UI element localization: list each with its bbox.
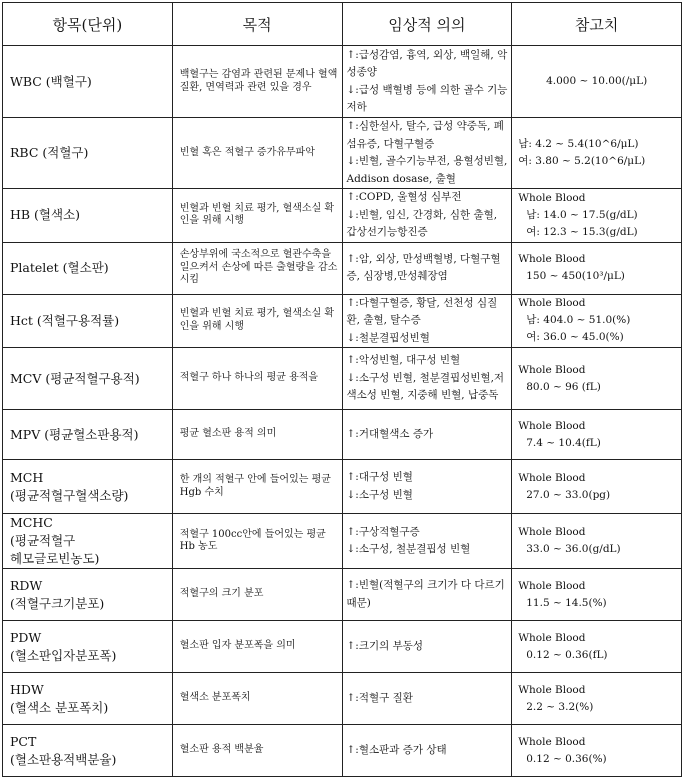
significance-cell xyxy=(342,118,512,189)
item-cell xyxy=(3,46,173,118)
significance-cell xyxy=(342,621,512,673)
header-significance: 임상적 의의 xyxy=(342,3,512,46)
reference-cell xyxy=(512,410,682,460)
item-text: MCH xyxy=(10,469,44,485)
significance-text: ↓:철분결핍성빈혈 xyxy=(346,331,430,344)
table-row xyxy=(3,46,682,118)
lab-reference-table xyxy=(2,2,682,777)
reference-cell xyxy=(512,348,682,410)
significance-cell xyxy=(342,46,512,118)
reference-cell xyxy=(512,460,682,514)
significance-text: ↑:급성감염, 흉역, 외상, 백일해, 악성종양 xyxy=(346,48,508,78)
item-text: Platelet (혈소판) xyxy=(10,260,109,275)
reference-text: 남: 404.0 ~ 51.0(%) xyxy=(526,314,631,327)
purpose-cell xyxy=(172,242,342,294)
item-text: WBC (백혈구) xyxy=(10,73,92,89)
table-row xyxy=(3,621,682,673)
reference-text: Whole Blood xyxy=(518,191,586,204)
table-row xyxy=(3,725,682,777)
significance-cell xyxy=(342,348,512,410)
purpose-cell xyxy=(172,410,342,460)
reference-cell xyxy=(512,673,682,725)
significance-text: ↓:빈혈, 임신, 간경화, 심한 출혈, 갑상선기능항진증 xyxy=(346,208,498,238)
item-cell xyxy=(3,514,173,569)
reference-text: 11.5 ~ 14.5(%) xyxy=(526,596,607,609)
reference-text: 여: 12.3 ~ 15.3(g/dL) xyxy=(526,225,638,238)
table-row xyxy=(3,514,682,569)
significance-text: ↑:COPD, 울혈성 심부전 xyxy=(346,191,462,203)
purpose-text: 적혈구의 크기 분포 xyxy=(179,588,264,600)
item-text: (혈소판용적백분율) xyxy=(10,751,117,767)
significance-cell xyxy=(342,189,512,243)
item-cell xyxy=(3,242,173,294)
item-cell xyxy=(3,673,173,725)
significance-text: ↑:혈소판과 증가 상태 xyxy=(346,743,447,756)
item-cell xyxy=(3,410,173,460)
table-row xyxy=(3,242,682,294)
purpose-cell xyxy=(172,569,342,621)
reference-cell xyxy=(512,725,682,777)
reference-cell xyxy=(512,621,682,673)
purpose-cell xyxy=(172,294,342,348)
reference-text: 2.2 ~ 3.2(%) xyxy=(526,700,594,713)
item-text: HB (혈색소) xyxy=(10,207,81,223)
reference-text: Whole Blood xyxy=(518,526,586,538)
significance-text: ↓:소구성, 철분결핍성 빈혈 xyxy=(346,543,471,555)
header-purpose: 목적 xyxy=(172,3,342,46)
table-row xyxy=(3,294,682,348)
item-text: RBC (적혈구) xyxy=(10,145,89,160)
significance-cell xyxy=(342,242,512,294)
reference-text: Whole Blood xyxy=(518,471,586,484)
item-text: RDW xyxy=(10,577,43,593)
table-row xyxy=(3,348,682,410)
significance-cell xyxy=(342,569,512,621)
reference-text: 4.000 ~ 10.00(/μL) xyxy=(546,75,648,87)
item-cell xyxy=(3,569,173,621)
significance-text: ↑:빈혈(적혈구의 크기가 다 다르기때문) xyxy=(346,579,505,609)
purpose-text: 한 개의 적혈구 안에 들어있는 평균Hgb 수치 xyxy=(179,474,331,498)
purpose-cell xyxy=(172,673,342,725)
significance-text: ↑:크기의 부동성 xyxy=(346,639,424,652)
purpose-cell xyxy=(172,46,342,118)
significance-text: ↓:급성 백혈병 등에 의한 골수 기능저하 xyxy=(346,83,508,113)
reference-text: 남: 14.0 ~ 17.5(g/dL) xyxy=(526,208,638,221)
item-text: MPV (평균혈소판용적) xyxy=(10,426,139,442)
significance-text: ↑:구상적혈구증 xyxy=(346,525,420,538)
purpose-text: 적혈구 하나 하나의 평균 용적을 xyxy=(179,372,319,384)
item-text: (적혈구크기분포) xyxy=(10,595,105,611)
table-row xyxy=(3,673,682,725)
purpose-text: 적혈구 100cc안에 들어있는 평균Hb 농도 xyxy=(179,528,326,552)
purpose-text: 평균 혈소판 용적 의미 xyxy=(179,428,277,440)
purpose-text: 백혈구는 감염과 관련된 문제나 혈액질환, 면역력과 관련 있을 경우 xyxy=(179,69,338,93)
table-body xyxy=(3,46,682,777)
reference-cell xyxy=(512,46,682,118)
item-text: (평균적혈구혈색소량) xyxy=(10,487,129,503)
reference-text: Whole Blood xyxy=(518,363,586,376)
header-reference: 참고치 xyxy=(512,3,682,46)
significance-cell xyxy=(342,514,512,569)
purpose-text: 혈소판 용적 백분율 xyxy=(179,744,264,756)
item-text: PDW xyxy=(10,629,42,645)
significance-cell xyxy=(342,410,512,460)
item-text: (혈색소 분포폭치) xyxy=(10,699,109,715)
purpose-cell xyxy=(172,460,342,514)
reference-text: 33.0 ~ 36.0(g/dL) xyxy=(526,543,621,555)
purpose-text: 빈혈과 빈혈 치료 평가, 혈색소실 확인을 위해 시행 xyxy=(179,202,335,227)
item-cell xyxy=(3,189,173,243)
significance-text: ↑:적혈구 질환 xyxy=(346,691,413,704)
reference-cell xyxy=(512,514,682,569)
item-text: 헤모글로빈농도) xyxy=(10,551,100,566)
table-row xyxy=(3,189,682,243)
significance-text: ↓:소구성 빈혈 xyxy=(346,488,413,501)
purpose-cell xyxy=(172,189,342,243)
significance-text: ↓:소구성 빈혈, 철분결핍성빈혈,저색소성 빈혈, 지중해 빈혈, 납중독 xyxy=(346,371,505,402)
purpose-text: 혈소판 입자 분포폭을 의미 xyxy=(179,640,296,652)
significance-cell xyxy=(342,725,512,777)
item-text: MCV (평균적혈구용적) xyxy=(10,370,140,386)
significance-text: ↑:다혈구혈증, 황달, 선천성 심질환, 출혈, 탈수증 xyxy=(346,296,498,326)
purpose-text: 혈색소 분포폭치 xyxy=(179,692,251,704)
reference-text: Whole Blood xyxy=(518,579,586,592)
reference-text: Whole Blood xyxy=(518,297,586,310)
significance-text: ↑:암, 외상, 만성백혈병, 다혈구혈증, 심장병,만성췌장염 xyxy=(346,252,501,282)
table-row xyxy=(3,460,682,514)
significance-text: ↑:심한설사, 탈수, 급성 약중독, 폐섬유증, 다혈구혈증 xyxy=(346,120,504,150)
reference-cell xyxy=(512,294,682,348)
table-row xyxy=(3,569,682,621)
item-cell xyxy=(3,725,173,777)
purpose-cell xyxy=(172,514,342,569)
reference-text: Whole Blood xyxy=(518,683,586,696)
item-cell xyxy=(3,621,173,673)
reference-text: 150 ~ 450(10³/μL) xyxy=(526,270,625,282)
significance-cell xyxy=(342,294,512,348)
item-text: Hct (적혈구용적률) xyxy=(10,312,120,328)
reference-cell xyxy=(512,189,682,243)
item-text: (평균적혈구 xyxy=(10,533,76,548)
purpose-text: 손상부위에 국소적으로 혈관수축을 일으켜서 손상에 따른 출혈량을 감소시킴 xyxy=(179,249,338,286)
purpose-cell xyxy=(172,348,342,410)
purpose-text: 빈혈과 빈혈 치료 평가, 혈색소실 확인을 위해 시행 xyxy=(179,308,335,332)
reference-text: Whole Blood xyxy=(518,631,586,644)
item-text: MCHC xyxy=(10,515,53,530)
purpose-cell xyxy=(172,621,342,673)
reference-text: Whole Blood xyxy=(518,735,586,748)
significance-cell xyxy=(342,460,512,514)
reference-text: 27.0 ~ 33.0(pg) xyxy=(526,488,611,501)
item-cell xyxy=(3,118,173,189)
reference-text: 여: 36.0 ~ 45.0(%) xyxy=(526,331,624,344)
reference-text: 남: 4.2 ~ 5.4(10^6/μL) xyxy=(518,138,639,150)
significance-text: ↑:거대혈색소 증가 xyxy=(346,427,434,440)
item-text: HDW xyxy=(10,681,44,697)
table-header-row xyxy=(3,3,682,46)
purpose-text: 빈혈 혹은 적혈구 증가유무파악 xyxy=(179,146,315,158)
item-cell xyxy=(3,294,173,348)
significance-text: ↑:악성빈혈, 대구성 빈혈 xyxy=(346,354,461,367)
reference-text: 7.4 ~ 10.4(fL) xyxy=(526,436,601,449)
item-cell xyxy=(3,348,173,410)
reference-text: 80.0 ~ 96 (fL) xyxy=(526,380,601,393)
item-text: (혈소판입자분포폭) xyxy=(10,647,117,663)
purpose-cell xyxy=(172,118,342,189)
reference-text: 0.12 ~ 0.36(fL) xyxy=(526,648,608,661)
reference-text: Whole Blood xyxy=(518,253,586,265)
item-text: PCT xyxy=(10,733,37,749)
header-item: 항목(단위) xyxy=(3,3,173,46)
table-row xyxy=(3,410,682,460)
reference-cell xyxy=(512,569,682,621)
significance-text: ↑:대구성 빈혈 xyxy=(346,471,413,483)
reference-cell xyxy=(512,242,682,294)
purpose-cell xyxy=(172,725,342,777)
reference-text: Whole Blood xyxy=(518,419,586,432)
reference-text: 0.12 ~ 0.36(%) xyxy=(526,752,607,765)
item-cell xyxy=(3,460,173,514)
reference-text: 여: 3.80 ~ 5.2(10^6/μL) xyxy=(518,155,646,167)
significance-cell xyxy=(342,673,512,725)
reference-cell xyxy=(512,118,682,189)
table-row xyxy=(3,118,682,189)
significance-text: ↓:빈혈, 골수기능부전, 용혈성빈혈, Addison dosase, 출혈 xyxy=(346,155,508,185)
